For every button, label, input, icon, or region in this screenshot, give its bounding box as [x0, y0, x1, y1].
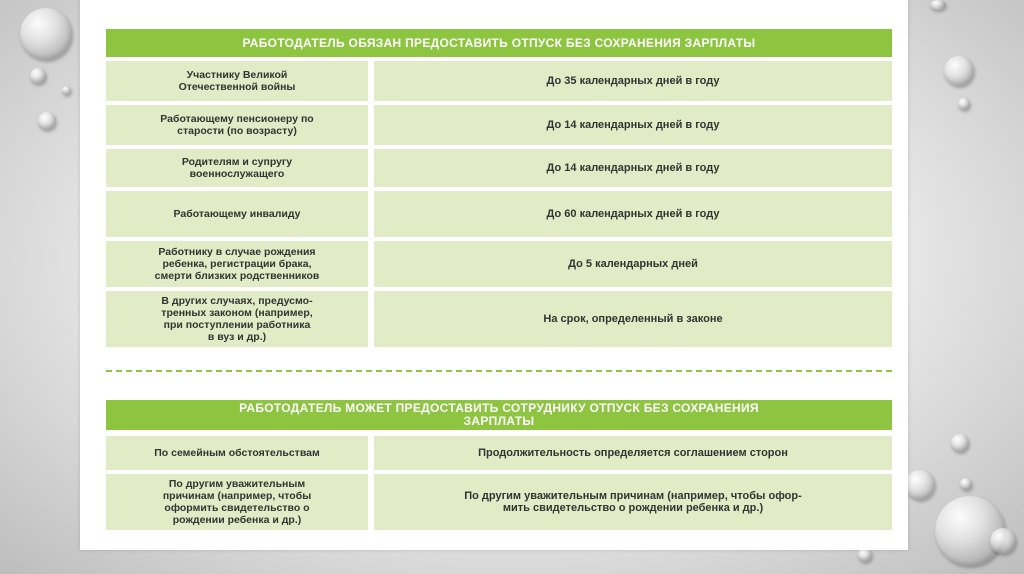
table-2-cell-duration: Продолжительность определяется соглашением сторон [374, 436, 892, 470]
section-1-header: РАБОТОДАТЕЛЬ ОБЯЗАН ПРЕДОСТАВИТЬ ОТПУСК БЕЗ СОХРАНЕНИЯ ЗАРПЛАТЫ [106, 29, 892, 57]
table-1-cell-duration: До 14 календарных дней в году [374, 149, 892, 187]
water-drop-decoration [38, 112, 56, 130]
water-drop-decoration [62, 86, 71, 95]
water-drop-decoration [858, 548, 872, 562]
table-1-cell-who: Работнику в случае рождения ребенка, регистрации брака, смерти близких родственников [106, 241, 368, 287]
water-drop-decoration [905, 470, 935, 500]
table-1-cell-who: Работающему инвалиду [106, 191, 368, 237]
table-2-cell-who: По семейным обстоятельствам [106, 436, 368, 470]
section-2-header: РАБОТОДАТЕЛЬ МОЖЕТ ПРЕДОСТАВИТЬ СОТРУДНИКУ ОТПУСК БЕЗ СОХРАНЕНИЯ ЗАРПЛАТЫ [106, 400, 892, 430]
table-1-cell-duration: До 60 календарных дней в году [374, 191, 892, 237]
water-drop-decoration [958, 98, 970, 110]
table-1-cell-duration: До 35 календарных дней в году [374, 61, 892, 101]
water-drop-decoration [960, 478, 972, 490]
water-drop-decoration [990, 528, 1016, 554]
section-divider [106, 370, 892, 372]
water-drop-decoration [951, 434, 969, 452]
table-1-cell-who: Участнику Великой Отечественной войны [106, 61, 368, 101]
table-2-cell-duration: По другим уважительным причинам (например, чтобы офор- мить свидетельство о рождении ребенка и др.) [374, 474, 892, 530]
water-drop-decoration [30, 68, 46, 84]
table-1-cell-who: В других случаях, предусмо- тренных законом (например, при поступлении работника в вуз и др.) [106, 291, 368, 347]
table-1-cell-duration: На срок, определенный в законе [374, 291, 892, 347]
slide-content [80, 0, 908, 550]
table-2-cell-who: По другим уважительным причинам (например, чтобы оформить свидетельство о рождении ребенка и др.) [106, 474, 368, 530]
table-1-cell-duration: До 5 календарных дней [374, 241, 892, 287]
table-1-cell-who: Родителям и супругу военнослужащего [106, 149, 368, 187]
water-drop-decoration [930, 0, 946, 10]
table-1-cell-who: Работающему пенсионеру по старости (по возрасту) [106, 105, 368, 145]
water-drop-decoration [20, 8, 72, 60]
water-drop-decoration [944, 56, 974, 86]
table-1-cell-duration: До 14 календарных дней в году [374, 105, 892, 145]
